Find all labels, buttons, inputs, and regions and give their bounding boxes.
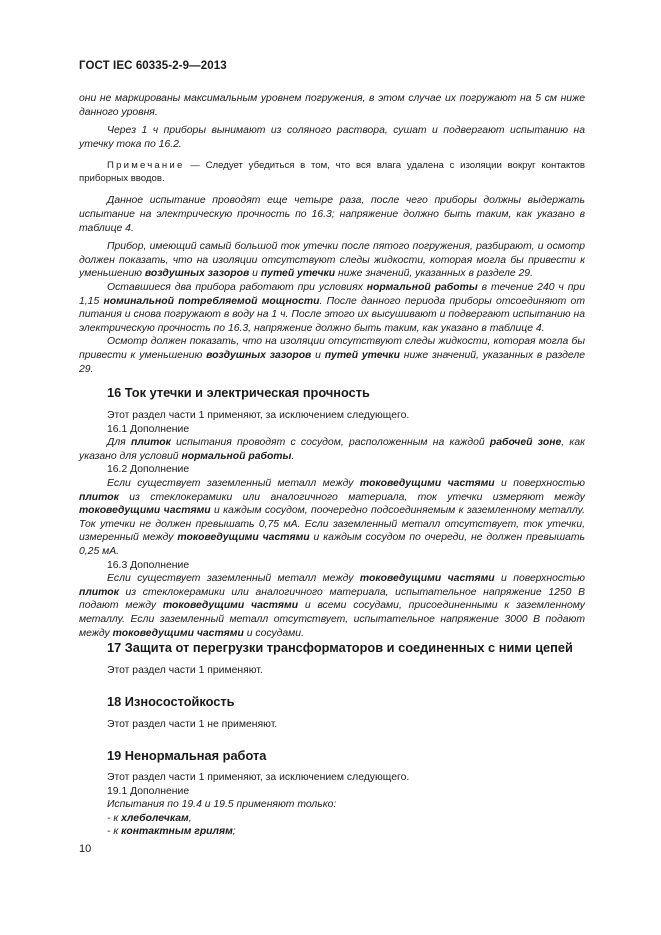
subsection-label: 16.3 Дополнение (107, 559, 190, 571)
paragraph: Через 1 ч приборы вынимают из соляного раствора, сушат и подвергают испытанию на утечку тока по 16.2. (79, 125, 585, 150)
term: токоведущими частями (112, 627, 244, 639)
paragraph: Если существует заземленный металл между токоведущими частями и поверхностью плиток из стеклокерамики или аналогичного материала, испытательное напряжение 1250 В подают между токоведущими частями и всеми сосудами, присоединенными к заземленному металлу. Если заземленный металл отсутствует, испытательное напряжение 3000 В подают между токоведущими частями и сосудами. (79, 573, 585, 639)
section-17 (79, 640, 585, 678)
subsection-label: 16.2 Дополнение (107, 464, 190, 476)
term: воздушных зазоров (144, 268, 250, 280)
section-19 (79, 748, 585, 839)
term: контактным грилям (121, 826, 233, 838)
subsection-label: 16.1 Дополнение (107, 423, 190, 435)
paragraph: Для плиток испытания проводят с сосудом, расположенным на каждой рабочей зоне, как указано для условий нормальной работы. (79, 437, 586, 462)
list-item: - к контактным грилям; (107, 826, 236, 838)
term: плиток (79, 586, 119, 598)
note (79, 159, 585, 185)
paragraph: Этот раздел части 1 применяют, за исключением следующего. (107, 410, 410, 421)
term: токоведущими частями (359, 573, 495, 585)
paragraph: они не маркированы максимальным уровнем погружения, в этом случае их погружают на 5 см ниже данного уровня. (79, 93, 585, 118)
paragraph: Этот раздел части 1 не применяют. (107, 719, 278, 730)
term: номинальной потребляемой мощности (103, 295, 320, 307)
note-text: — Следует убедиться в том, что вся влага удалена с изоляции вокруг контактов приборных вводов. (79, 160, 585, 185)
term: рабочей зоне (489, 437, 562, 449)
section-heading: 19 Ненормальная работа (107, 748, 267, 763)
subsection-label: 19.1 Дополнение (107, 785, 190, 797)
term: путей утечки (260, 268, 336, 280)
page-number: 10 (79, 843, 92, 855)
paragraph: Этот раздел части 1 применяют, за исключением следующего. (107, 772, 410, 783)
term: нормальной работы (181, 450, 292, 462)
term: плиток (130, 437, 171, 449)
term: токоведущими частями (177, 532, 310, 544)
term: токоведущими частями (79, 505, 211, 517)
term: токоведущими частями (359, 477, 495, 489)
section-heading: 18 Износостойкость (107, 694, 235, 709)
continued-text-block (79, 92, 585, 376)
term: воздушных зазоров (206, 349, 312, 361)
paragraph: Данное испытание проводят еще четыре раза, после чего приборы должны выдержать испытание на электрическую прочность по 16.3; напряжение должно быть таким, как указано в таблице 4. (79, 195, 585, 234)
paragraph: Если существует заземленный металл между токоведущими частями и поверхностью плиток из стеклокерамики или аналогичного материала, ток утечки измеряют между токоведущими частями и каждым сосудом, поочередно подсоединяемым к заземленному металлу. Ток утечки не должен превышать 0,75 мА. Если заземленный металл отсутствует, ток утечки, измеренный между токоведущими частями и каждым сосудом по очереди, не должен превышать 0,25 мА. (79, 477, 586, 557)
term: хлеболечкам (121, 812, 189, 824)
term: нормальной работы (366, 281, 478, 293)
section-16 (79, 385, 585, 640)
paragraph: Прибор, имеющий самый большой ток утечки после пятого погружения, разбирают, и осмотр должен показать, что на изоляции отсутствуют следы жидкости, которая могла бы привести к уменьшению воздушных зазоров и путей утечки ниже значений, указанных в разделе 29. (79, 241, 585, 280)
term: путей утечки (324, 349, 400, 361)
paragraph: Испытания по 19.4 и 19.5 применяют только: (107, 799, 337, 811)
paragraph: Оставшиеся два прибора работают при условиях нормальной работы в течение 240 ч при 1,15 номинальной потребляемой мощности. После данного периода приборы отсоединяют от питания и снова погружают в воду на 1 ч. После этого их высушивают и подвергают испытанию на электрическую прочность по 16.3, напряжение должно быть таким, как указано в таблице 4. (79, 281, 585, 334)
note-label: Примечание (107, 160, 185, 172)
list-item: - к хлеболечкам, (107, 812, 192, 824)
term: плиток (79, 491, 119, 503)
paragraph: Осмотр должен показать, что на изоляции отсутствуют следы жидкости, которая могла бы привести к уменьшению воздушных зазоров и путей утечки ниже значений, указанных в разделе 29. (79, 336, 585, 375)
section-heading: 16 Ток утечки и электрическая прочность (107, 385, 370, 400)
section-18 (79, 694, 585, 732)
term: токоведущими частями (162, 600, 299, 612)
document-header: ГОСТ IEC 60335-2-9—2013 (79, 60, 227, 72)
paragraph: Этот раздел части 1 применяют. (107, 665, 263, 676)
section-heading: 17 Защита от перегрузки трансформаторов и соединенных с ними цепей (107, 640, 573, 655)
